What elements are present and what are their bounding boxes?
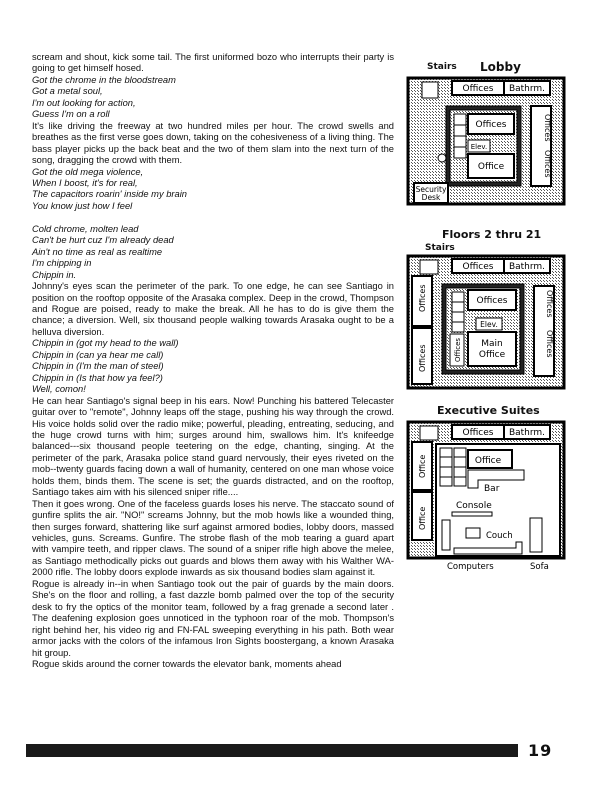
lobby-bathrm: Bathrm. [508,84,546,94]
exec-computers: Computers [447,562,494,572]
exec-office-left2: Office [418,506,427,530]
lobby-floorplan [406,76,566,206]
exec-office-left1: Office [418,454,427,478]
lyric-line: Got a metal soul, [32,86,103,97]
page-number: 19 [528,741,553,760]
floors-offices-right2: Offices [545,330,554,358]
lyric-line: Chippin in (I'm the man of steel) [32,361,164,372]
lyric-line: When I boost, it's for real, [32,177,138,188]
floors-offices-top: Offices [462,262,494,272]
paragraph: scream and shout, kick some tail. The first uniformed bozo who interrupts their party is going to get himself hosed. [32,52,394,74]
lyric-line: Can't be hurt cuz I'm already dead [32,235,174,246]
lobby-offices-right1: Offices [543,114,552,142]
lobby-security-1: Security [415,185,447,194]
lyric-line: Well, comon! [32,384,86,395]
lyric-line: Cold chrome, molten lead [32,223,139,234]
floors-bathrm: Bathrm. [508,262,546,272]
floors-offices-inner: Offices [476,296,508,306]
floors-offices-right1: Offices [545,290,554,318]
footer-bar [26,744,518,757]
lobby-security-2: Desk [421,193,441,202]
exec-bathrm: Bathrm. [508,428,546,438]
floors-offices-left-inner: Offices [454,337,462,362]
lyric-line: Guess I'm on a roll [32,109,110,120]
lyric-line: I'm chipping in [32,258,92,269]
lyric-line: Chippin in (Is that how ya feel?) [32,372,163,383]
floors-main-office-1: Main [481,339,503,349]
spacer [32,212,394,223]
exec-floorplan [406,420,566,572]
floors-floorplan [406,254,566,390]
floors-title: Floors 2 thru 21 [442,228,542,241]
exec-offices-top: Offices [462,428,494,438]
lyric-line: You know just how I feel [32,200,133,211]
lobby-office: Office [477,162,505,172]
floors-offices-left1: Offices [418,284,427,312]
lyric-line: I'm out looking for action, [32,97,136,108]
paragraph: Then it goes wrong. One of the faceless guards loses his nerve. The staccato sound of gunfire splits the air. "NO!" screams Johnny, but the mob howls like a wounded thing, then surges forward, shattering like surf against armored bodies, lobby doors, massed vehicles, guns. Screams. Gunfire. The strobe flash of the mob tearing a guard apart with vampire teeth, and ripper claws. The sound of a sniper rifle high above the melee, as Santiago methodically picks out guards and blows them away with his Walther WA-2000 rifle. The lobby doors explode inwards as six thousand bodies slam against it. [32,498,394,578]
lobby-offices-inner: Offices [475,120,507,130]
exec-sofa: Sofa [530,562,549,572]
exec-bar: Bar [484,484,500,494]
paragraph: Rogue is already in--in when Santiago took out the pair of guards by the main doors. She's on the floor and rolling, a fast dazzle bomb palmed over the top of the security desk to fry the optics of the monitor team, followed by a frag grenade a second later . The deafening explosion goes unnoticed in the typhoon roar of the mob. Thompson's right behind her, his video rig and FN-FAL sweeping everything in his path. Both wear armor jacks with the colors of the infamous Iron Sights boostergang, a known Arasaka hit group. [32,578,394,658]
lobby-stairs-label: Stairs [427,62,457,72]
paragraph: Johnny's eyes scan the perimeter of the park. To one edge, he can see Santiago in position on the rooftop opposite of the Arasaka complex. Deep in the crowd, Thompson and Rogue are poised, ready to make the break. All he has to do is give them the chance; a diversion. Well, six thousand people walking towards Arasaka ought to be a helluva diversion. [32,281,394,337]
lyric-line: Chippin in. [32,269,77,280]
exec-couch: Couch [486,531,513,541]
exec-console: Console [456,501,492,511]
lyric-line: Got the chrome in the bloodstream [32,74,176,85]
floors-offices-left2: Offices [418,344,427,372]
exec-office-inner: Office [474,456,502,466]
lyric-line: Chippin in (can ya hear me call) [32,349,164,360]
lobby-elev: Elev. [470,143,488,151]
floors-stairs-label: Stairs [425,243,455,253]
paragraph: Rogue skids around the corner towards the elevator bank, moments ahead [32,659,342,670]
paragraph: He can hear Santiago's signal beep in his ears. Now! Punching his battered Telecaster guitar over to "remote", Johnny leaps off the stage, pushing his way through the crowd. His voice holds solid over the radio mike; powerful, pleading, entreating, seducing, and the huge crowd turns with him; surges around him, swallows him. It's knifeedge balanced---six thousand people teetering on the edge, chanting, singing. At the perimeter of the park, Arasaka police stand guard nervously, their eyes riveted on the mob--twenty guards facing down a wall of humanity, centered on one man whose voice holds them, binds them. The scene is set; the guards distracted, and on the rooftop, Santiago takes aim with his silenced sniper rifle.... [32,395,394,498]
lyric-line: The capacitors roarin' inside my brain [32,189,187,200]
lobby-offices-right2: Offices [543,150,552,178]
floors-main-office-2: Office [478,350,506,360]
floors-elev: Elev. [480,320,498,329]
body-text-column [32,52,394,670]
lyric-line: Ain't no time as real as realtime [32,246,163,257]
lyric-line: Chippin in (got my head to the wall) [32,338,179,349]
lobby-title: Lobby [480,60,521,74]
lyric-line: Got the old mega violence, [32,166,144,177]
lobby-offices-top: Offices [462,84,494,94]
paragraph: It's like driving the freeway at two hundred miles per hour. The crowd swells and breathes as the first verse goes down, taking on the cohesiveness of a living thing. The bass player picks up the back beat and the two of them slam into the next turn of the song, dragging the crowd with them. [32,120,394,166]
exec-title: Executive Suites [437,404,540,417]
